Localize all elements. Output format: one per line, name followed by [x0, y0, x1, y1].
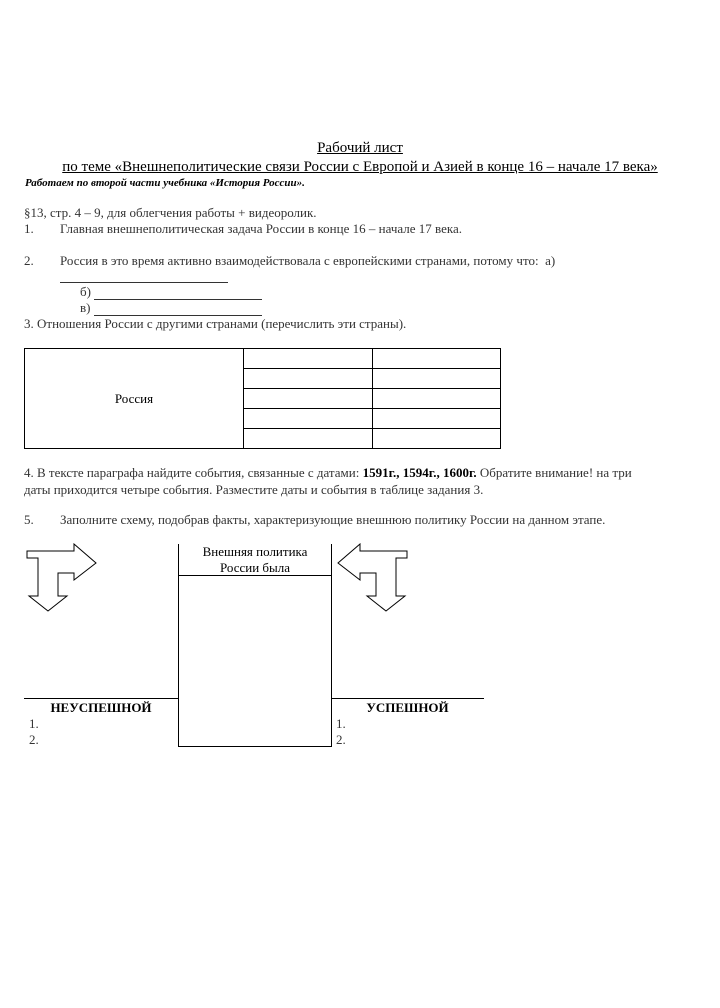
table-cell[interactable] [244, 409, 373, 429]
answer-line-c[interactable] [94, 303, 262, 316]
down-left-arrow-icon [26, 543, 100, 613]
left-item-2: 2. [29, 732, 39, 747]
textbook-note: Работаем по второй части учебника «История России». [25, 177, 305, 189]
task-2-number: 2. [24, 253, 34, 268]
task-2-b [80, 284, 262, 300]
table-cell[interactable] [373, 369, 501, 389]
task-4-suffix: Обратите внимание! на три [479, 465, 632, 480]
scheme-center-box[interactable] [178, 544, 332, 747]
successful-label: УСПЕШНОЙ [366, 700, 449, 715]
task-1-number: 1. [24, 221, 34, 236]
right-item-1: 1. [336, 716, 346, 731]
task-4-prefix: 4. В тексте параграфа найдите события, связанные с датами: [24, 465, 360, 480]
table-cell[interactable] [244, 349, 373, 369]
task-2-option-a: а) [545, 253, 556, 268]
relations-table [24, 348, 501, 449]
scheme-header [179, 544, 331, 576]
table-cell[interactable] [244, 369, 373, 389]
table-cell[interactable] [244, 429, 373, 449]
task-1 [24, 221, 462, 237]
scheme-head-line-2: России была [219, 560, 291, 575]
task-2-c [80, 300, 262, 316]
russia-cell: Россия [25, 349, 244, 449]
right-divider [331, 698, 484, 699]
down-right-arrow-icon [334, 543, 408, 613]
scheme-head-line-1: Внешняя политика [202, 544, 308, 559]
task-5-text: Заполните схему, подобрав факты, характеризующие внешнюю политику России на данном этапе. [60, 512, 606, 527]
task-2-option-c: в) [80, 300, 91, 315]
worksheet-topic: по теме «Внешнеполитические связи России с Европой и Азией в конце 16 – начале 17 века» [62, 159, 658, 175]
table-cell[interactable] [373, 349, 501, 369]
answer-line-a[interactable] [60, 282, 228, 283]
table-cell[interactable] [244, 389, 373, 409]
unsuccessful-label: НЕУСПЕШНОЙ [50, 700, 152, 715]
task-4-dates: 1591г., 1594г., 1600г. [362, 465, 477, 480]
task-4-line-1 [24, 465, 632, 481]
intro-text: §13, стр. 4 – 9, для облегчения работы + видеоролик. [24, 205, 317, 220]
left-divider [24, 698, 178, 699]
worksheet-title: Рабочий лист [317, 140, 403, 156]
task-2-text: Россия в это время активно взаимодействовала с европейскими странами, потому что: [60, 253, 539, 268]
task-1-text: Главная внешнеполитическая задача России в конце 16 – начале 17 века. [60, 221, 462, 236]
task-3-text: 3. Отношения России с другими странами (перечислить эти страны). [24, 316, 407, 331]
task-4-line-2: даты приходится четыре события. Разместите даты и события в таблице задания 3. [24, 482, 484, 497]
task-2-option-b: б) [80, 284, 91, 299]
right-item-2: 2. [336, 732, 346, 747]
task-2 [24, 253, 555, 269]
task-5-number: 5. [24, 512, 34, 527]
table-cell[interactable] [373, 389, 501, 409]
table-cell[interactable] [373, 409, 501, 429]
answer-line-b[interactable] [94, 287, 262, 300]
task-5 [24, 512, 605, 528]
left-item-1: 1. [29, 716, 39, 731]
table-cell[interactable] [373, 429, 501, 449]
